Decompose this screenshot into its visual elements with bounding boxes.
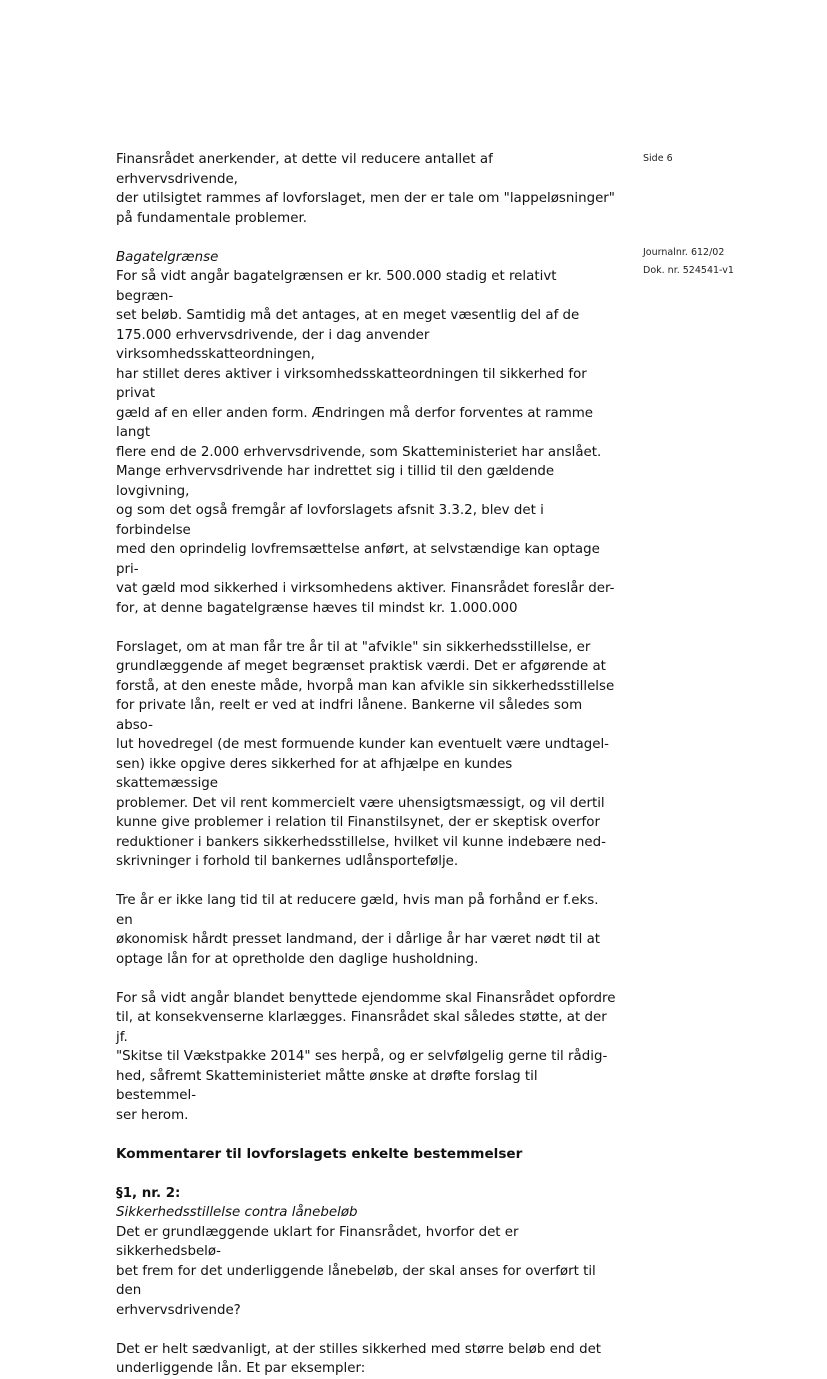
text-line: Finansrådet anerkender, at dette vil reducere antallet af erhvervsdrivende, xyxy=(116,152,493,187)
paragraph-intro xyxy=(116,150,616,228)
paragraph-blandet xyxy=(116,989,616,1126)
text-line: for, at denne bagatelgrænse hæves til mindst kr. 1.000.000 xyxy=(116,600,518,616)
text-line: lut hovedregel (de mest formuende kunder kan eventuelt være undtagel- xyxy=(116,737,610,752)
paragraph-reference: §1, nr. 2: xyxy=(116,1185,181,1201)
text-line: hed, såfremt Skatteministeriet måtte ønske at drøfte forslag til bestemmel- xyxy=(116,1068,538,1103)
text-line: der utilsigtet rammes af lovforslaget, men der er tale om "lappeløsninger" xyxy=(116,191,615,206)
text-line: økonomisk hårdt presset landmand, der i dårlige år har været nødt til at xyxy=(116,932,601,947)
text-line: til, at konsekvenserne klarlægges. Finansrådet skal således støtte, at der jf. xyxy=(116,1010,607,1045)
section-heading: Kommentarer til lovforslagets enkelte bestemmelser xyxy=(116,1145,523,1162)
page-number: Side 6 xyxy=(643,153,673,164)
text-line: bet frem for det underliggende lånebeløb, der skal anses for overført til den xyxy=(116,1263,596,1298)
text-line: Det er grundlæggende uklart for Finansrådet, hvorfor det er sikkerhedsbelø- xyxy=(116,1224,519,1259)
text-line: forstå, at den eneste måde, hvorpå man kan afvikle sin sikkerhedsstillelse xyxy=(116,678,615,694)
text-line: underliggende lån. Et par eksempler: xyxy=(116,1361,366,1376)
paragraph-saedvanligt xyxy=(116,1340,616,1379)
text-line: ser herom. xyxy=(116,1107,189,1123)
text-line: For så vidt angår bagatelgrænsen er kr. 500.000 stadig et relativt begræn- xyxy=(116,269,557,304)
paragraph-tre-aar xyxy=(116,891,616,969)
subheading-bagatel: Bagatelgrænse xyxy=(116,249,219,265)
text-line: problemer. Det vil rent kommercielt være uhensigtsmæssigt, og vil dertil xyxy=(116,795,605,811)
text-line: optage lån for at opretholde den daglige husholdning. xyxy=(116,951,479,967)
text-line: vat gæld mod sikkerhed i virksomhedens aktiver. Finansrådet foreslår der- xyxy=(116,581,615,596)
paragraph-uklart xyxy=(116,1223,616,1321)
text-line: erhvervsdrivende? xyxy=(116,1302,241,1318)
text-line: "Skitse til Vækstpakke 2014" ses herpå, og er selvfølgelig gerne til rådig- xyxy=(116,1049,608,1064)
text-line: med den oprindelig lovfremsættelse anført, at selvstændige kan optage pri- xyxy=(116,542,600,577)
subheading-sikkerhed: Sikkerhedsstillelse contra lånebeløb xyxy=(116,1205,358,1220)
text-line: set beløb. Samtidig må det antages, at en meget væsentlig del af de xyxy=(116,308,580,323)
text-line: reduktioner i bankers sikkerhedsstillelse, hvilket vil kunne indebære ned- xyxy=(116,834,606,850)
text-line: Det er helt sædvanligt, at der stilles sikkerhed med større beløb end det xyxy=(116,1341,602,1357)
text-line: Forslaget, om at man får tre år til at "afvikle" sin sikkerhedsstillelse, er xyxy=(116,639,591,655)
text-line: sen) ikke opgive deres sikkerhed for at afhjælpe en kundes skattemæssige xyxy=(116,756,513,791)
text-line: har stillet deres aktiver i virksomhedsskatteordningen til sikkerhed for privat xyxy=(116,366,587,401)
body-text xyxy=(116,150,616,1379)
text-line: på fundamentale problemer. xyxy=(116,210,307,226)
paragraph-forslaget xyxy=(116,638,616,872)
document-number: Dok. nr. 524541-v1 xyxy=(643,265,734,276)
text-line: gæld af en eller anden form. Ændringen må derfor forventes at ramme langt xyxy=(116,405,594,440)
text-line: kunne give problemer i relation til Finanstilsynet, der er skeptisk overfor xyxy=(116,815,600,830)
text-line: flere end de 2.000 erhvervsdrivende, som Skatteministeriet har anslået. xyxy=(116,444,602,460)
text-line: Mange erhvervsdrivende har indrettet sig i tillid til den gældende lovgivning, xyxy=(116,464,555,499)
paragraph-bagatel xyxy=(116,267,616,618)
text-line: grundlæggende af meget begrænset praktisk værdi. Det er afgørende at xyxy=(116,659,606,674)
text-line: for private lån, reelt er ved at indfri lånene. Bankerne vil således som abso- xyxy=(116,698,583,733)
text-line: og som det også fremgår af lovforslagets afsnit 3.3.2, blev det i forbindelse xyxy=(116,503,544,538)
text-line: Tre år er ikke lang tid til at reducere gæld, hvis man på forhånd er f.eks. en xyxy=(116,893,599,928)
journal-number: Journalnr. 612/02 xyxy=(643,247,725,258)
text-line: skrivninger i forhold til bankernes udlånsportefølje. xyxy=(116,854,459,869)
text-line: For så vidt angår blandet benyttede ejendomme skal Finansrådet opfordre xyxy=(116,990,616,1006)
text-line: 175.000 erhvervsdrivende, der i dag anvender virksomhedsskatteordningen, xyxy=(116,327,430,362)
